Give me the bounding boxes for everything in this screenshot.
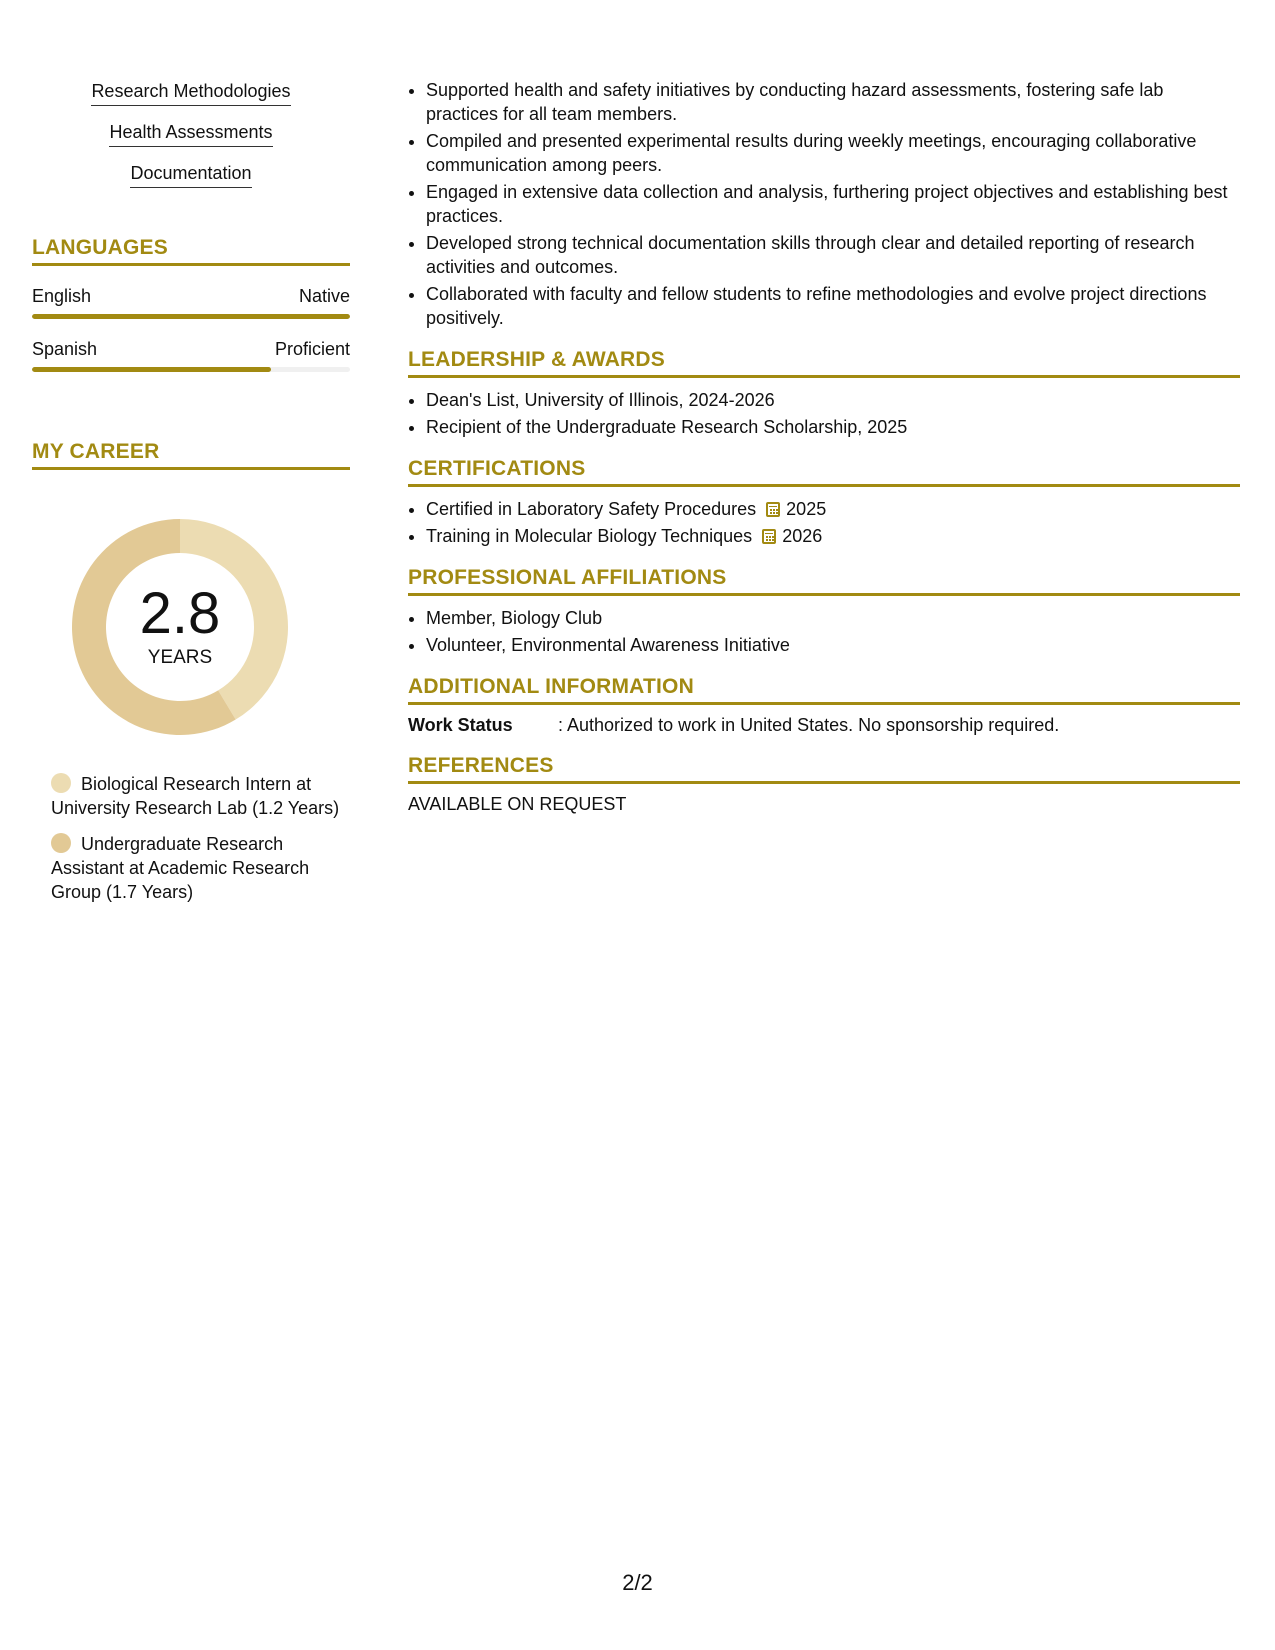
experience-bullet: • Developed strong technical documentation skills through clear and detailed reporting of research activities and outcomes. (426, 231, 1240, 279)
language-bar-fill (32, 367, 271, 372)
page-number: 2/2 (622, 1570, 653, 1595)
career-donut-center (65, 512, 295, 742)
skill-item: Health Assessments (109, 121, 272, 147)
language-name: English (32, 286, 92, 306)
experience-bullet: • Compiled and presented experimental results during weekly meetings, encouraging collaborative communication among peers. (426, 129, 1240, 177)
calendar-icon (762, 529, 776, 544)
legend-dot (51, 773, 71, 793)
affiliations-list (408, 606, 1240, 657)
left-column (32, 80, 350, 916)
references-text: AVAILABLE ON REQUEST (408, 794, 627, 814)
language-name: Spanish (32, 339, 98, 359)
experience-bullet: • Engaged in extensive data collection and analysis, furthering project objectives and establishing best practices. (426, 180, 1240, 228)
affiliation-item: • Member, Biology Club (426, 606, 1240, 630)
certifications-heading: CERTIFICATIONS (408, 457, 1240, 487)
career-donut-chart (65, 512, 295, 742)
language-item (32, 286, 350, 319)
leadership-list (408, 388, 1240, 439)
work-status-row (408, 715, 1240, 736)
languages-heading: LANGUAGES (32, 236, 350, 266)
work-status-label: Work Status (408, 715, 513, 735)
language-item (32, 339, 350, 372)
career-legend-item (51, 832, 341, 904)
career-total-years: 2.8 (139, 581, 221, 646)
leadership-item: • Dean's List, University of Illinois, 2024-2026 (426, 388, 1240, 412)
career-legend (32, 772, 350, 904)
skill-item: Documentation (130, 162, 251, 188)
language-bar (32, 314, 350, 319)
affiliations-heading: PROFESSIONAL AFFILIATIONS (408, 566, 1240, 596)
leadership-heading: LEADERSHIP & AWARDS (408, 348, 1240, 378)
language-level: Native (298, 286, 350, 306)
career-heading: MY CAREER (32, 440, 350, 470)
calendar-icon (766, 502, 780, 517)
certifications-list (408, 497, 1240, 548)
experience-bullet-list (408, 78, 1240, 330)
affiliation-item: • Volunteer, Environmental Awareness Initiative (426, 633, 1240, 657)
right-column (408, 78, 1240, 815)
certification-name: Training in Molecular Biology Techniques (426, 526, 753, 546)
leadership-item: • Recipient of the Undergraduate Research Scholarship, 2025 (426, 415, 1240, 439)
certification-item (426, 497, 1240, 521)
legend-label: Undergraduate Research Assistant at Academic Research Group (1.7 Years) (51, 834, 310, 902)
skill-item: Research Methodologies (91, 80, 290, 106)
legend-label: Biological Research Intern at University Research Lab (1.2 Years) (51, 774, 340, 818)
legend-dot (51, 833, 71, 853)
certification-item (426, 524, 1240, 548)
career-legend-item (51, 772, 341, 820)
skill-list (32, 80, 350, 203)
work-status-value: : Authorized to work in United States. No sponsorship required. (558, 715, 1060, 735)
certification-year: 2026 (782, 526, 823, 546)
references-heading: REFERENCES (408, 754, 1240, 784)
language-bar (32, 367, 350, 372)
certification-name: Certified in Laboratory Safety Procedures (426, 499, 757, 519)
experience-bullet: • Collaborated with faculty and fellow students to refine methodologies and evolve project directions positively. (426, 282, 1240, 330)
additional-info-heading: ADDITIONAL INFORMATION (408, 675, 1240, 705)
language-level: Proficient (274, 339, 350, 359)
experience-bullet: • Supported health and safety initiatives by conducting hazard assessments, fostering safe lab practices for all team members. (426, 78, 1240, 126)
certification-year: 2025 (786, 499, 827, 519)
career-total-unit: YEARS (147, 647, 213, 668)
language-bar-fill (32, 314, 350, 319)
